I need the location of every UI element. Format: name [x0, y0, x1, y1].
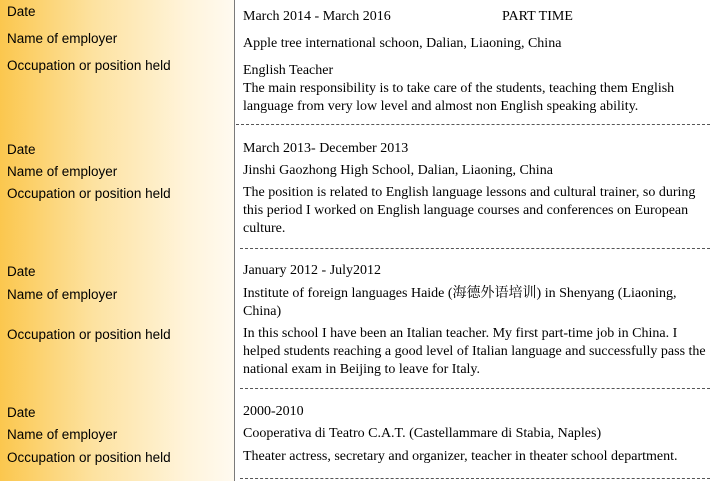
employer-label: Name of employer [7, 287, 118, 302]
entry-4-date: 2000-2010 [243, 404, 304, 419]
occupation-label: Occupation or position held [7, 186, 171, 201]
entry-2-date: March 2013- December 2013 [243, 141, 409, 156]
column-divider [234, 0, 235, 481]
employer-label: Name of employer [7, 427, 118, 442]
entry-3-date: January 2012 - July2012 [243, 263, 382, 278]
entry-1-occupation [236, 62, 710, 116]
entry-4-description: Theater actress, secretary and organizer, teacher in theater school department. [243, 449, 678, 464]
entry-3-description: In this school I have been an Italian teacher. My first part-time job in China. I helped students reaching a good level of Italian language and successfully pass the national exam in Beijing to leave for Italy. [243, 326, 706, 377]
occupation-label: Occupation or position held [7, 58, 171, 73]
entry-2-description: The position is related to English language lessons and cultural trainer, so during this period I worked on English language courses and conferences on European culture. [243, 185, 696, 236]
entry-1-description: The main responsibility is to take care of the students, teaching them English language from very low level and almost non English speaking ability. [243, 81, 675, 114]
divider [240, 248, 710, 249]
entry-1-date: March 2014 - March 2016 [243, 9, 391, 24]
occupation-label: Occupation or position held [7, 327, 171, 342]
divider [240, 478, 710, 479]
employer-label: Name of employer [7, 164, 118, 179]
date-label: Date [7, 4, 36, 19]
date-label: Date [7, 264, 36, 279]
date-label: Date [7, 405, 36, 420]
entry-4-employer: Cooperativa di Teatro C.A.T. (Castellammare di Stabia, Naples) [243, 426, 602, 441]
entry-2-employer: Jinshi Gaozhong High School, Dalian, Liaoning, China [243, 163, 553, 178]
date-label: Date [7, 142, 36, 157]
divider [236, 124, 710, 125]
occupation-label: Occupation or position held [7, 450, 171, 465]
divider [240, 388, 710, 389]
entry-1-employer: Apple tree international schoon, Dalian, Liaoning, China [243, 36, 562, 51]
entry-3-employer: Institute of foreign languages Haide (海德外语培训) in Shenyang (Liaoning, China) [243, 286, 677, 319]
employer-label: Name of employer [7, 31, 118, 46]
entry-1-position: English Teacher [243, 63, 334, 78]
entry-1-part-time: PART TIME [502, 9, 573, 24]
